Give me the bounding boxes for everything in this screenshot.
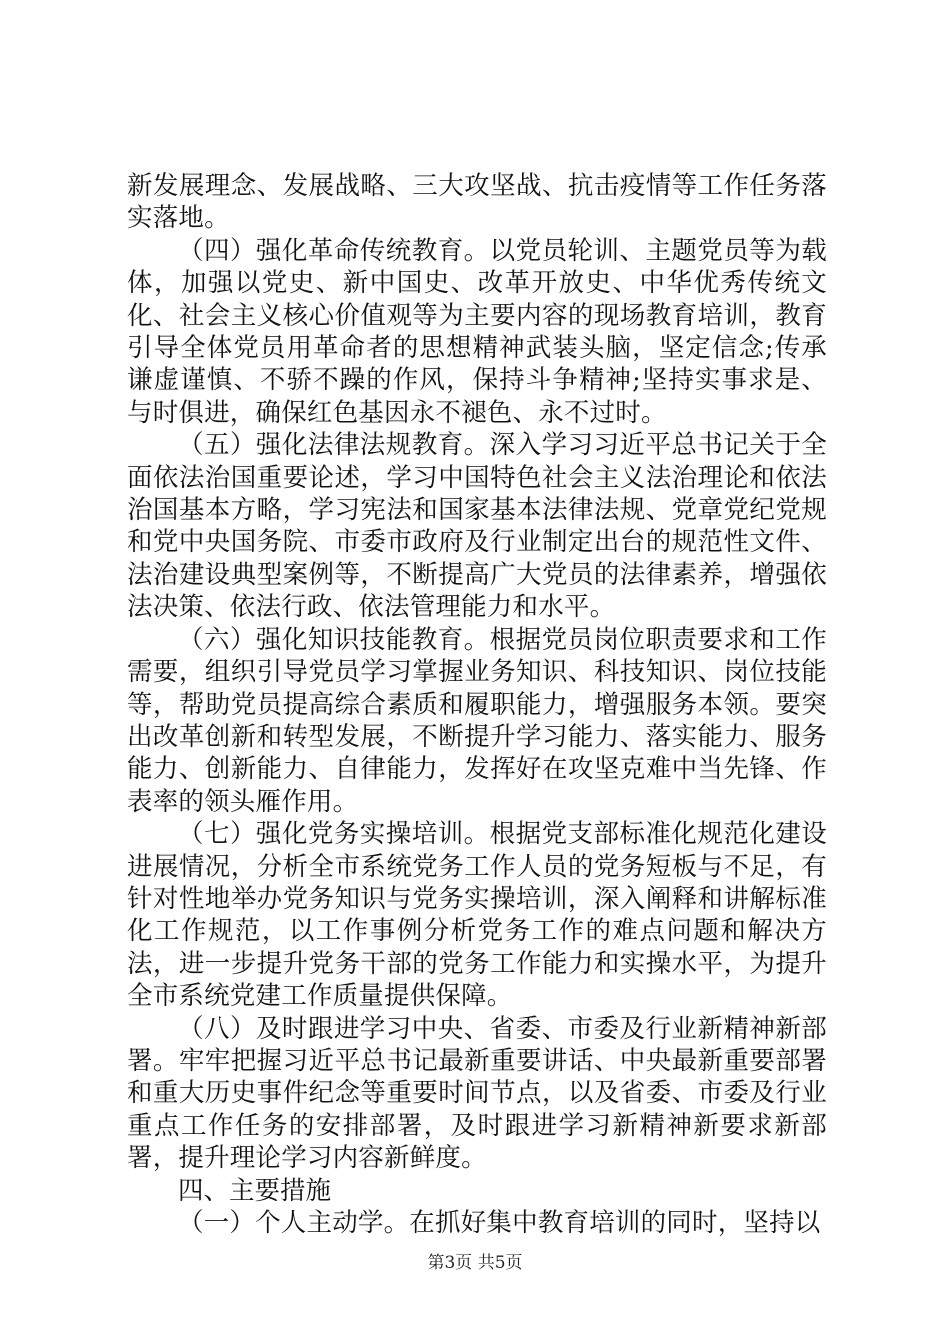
paragraph-revolutionary-tradition: （四）强化革命传统教育。以党员轮训、主题党员等为载体，加强以党史、新中国史、改革开放史、中华优秀传统文化、社会主义核心价值观等为主要内容的现场教育培训，教育引导全体党员用革命者的思想精神武装头脑，坚定信念;传承谦虚谨慎、不骄不躁的作风，保持斗争精神;坚持实事求是、与时俱进，确保红色基因永不褪色、永不过时。 [127, 235, 827, 428]
paragraph-individual-study: （一）个人主动学。在抓好集中教育培训的同时，坚持以 [178, 1208, 821, 1238]
paragraph-follow-up-study: （八）及时跟进学习中央、省委、市委及行业新精神新部署。牢牢把握习近平总书记最新重要讲话、中央最新重要部署和重大历史事件纪念等重要时间节点，以及省委、市委及行业重点工作任务的安排部署，及时跟进学习新精神新要求新部署，提升理论学习内容新鲜度。 [127, 1013, 827, 1174]
paragraph-laws-regulations: （五）强化法律法规教育。深入学习习近平总书记关于全面依法治国重要论述，学习中国特色社会主义法治理论和依法治国基本方略，学习宪法和国家基本法律法规、党章党纪党规和党中央国务院、市委市政府及行业制定出台的规范性文件、法治建设典型案例等，不断提高广大党员的法律素养，增强依法决策、依法行政、依法管理能力和水平。 [127, 430, 827, 623]
page-number-label: 第3页 共5页 [427, 1253, 523, 1273]
paragraph-continuation: 新发展理念、发展战略、三大攻坚战、抗击疫情等工作任务落实落地。 [127, 171, 827, 234]
page-footer [0, 1248, 950, 1273]
document-body [127, 170, 827, 1239]
section-heading: 四、主要措施 [178, 1175, 332, 1206]
paragraph-party-affairs-training: （七）强化党务实操培训。根据党支部标准化规范化建设进展情况，分析全市系统党务工作人员的党务短板与不足，有针对性地举办党务知识与党务实操培训，深入阐释和讲解标准化工作规范，以工作事例分析党务工作的难点问题和解决方法，进一步提升党务干部的党务工作能力和实操水平，为提升全市系统党建工作质量提供保障。 [127, 819, 827, 1012]
paragraph-knowledge-skills: （六）强化知识技能教育。根据党员岗位职责要求和工作需要，组织引导党员学习掌握业务知识、科技知识、岗位技能等，帮助党员提高综合素质和履职能力，增强服务本领。要突出改革创新和转型发展，不断提升学习能力、落实能力、服务能力、创新能力、自律能力，发挥好在攻坚克难中当先锋、作表率的领头雁作用。 [127, 624, 827, 817]
